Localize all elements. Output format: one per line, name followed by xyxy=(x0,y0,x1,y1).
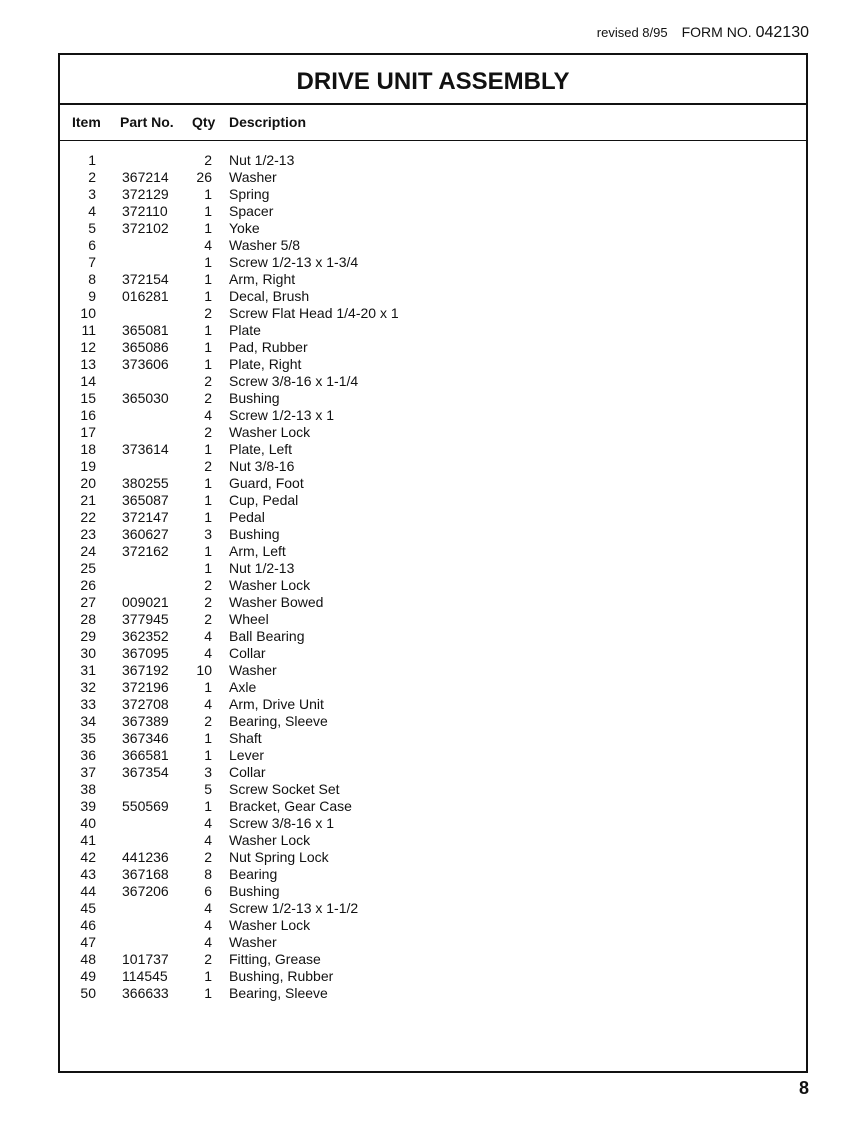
part-description: Arm, Left xyxy=(229,543,286,559)
quantity: 2 xyxy=(204,594,212,610)
part-number: 377945 xyxy=(122,611,169,627)
part-number: 550569 xyxy=(122,798,169,814)
title-bar xyxy=(60,55,806,105)
quantity: 1 xyxy=(204,747,212,763)
part-number: 372196 xyxy=(122,679,169,695)
part-description: Collar xyxy=(229,764,266,780)
part-number: 367389 xyxy=(122,713,169,729)
table-row xyxy=(60,322,806,339)
column-header-description: Description xyxy=(229,114,307,130)
part-number: 372154 xyxy=(122,271,169,287)
table-row xyxy=(60,866,806,883)
part-number: 366633 xyxy=(122,985,169,1001)
item-number: 38 xyxy=(80,781,96,797)
item-number: 49 xyxy=(80,968,96,984)
part-description: Spacer xyxy=(229,203,274,219)
table-row xyxy=(60,611,806,628)
part-number: 009021 xyxy=(122,594,169,610)
form-number: 042130 xyxy=(755,24,809,41)
item-number: 37 xyxy=(80,764,96,780)
quantity: 2 xyxy=(204,713,212,729)
item-number: 32 xyxy=(80,679,96,695)
table-row xyxy=(60,203,806,220)
table-row xyxy=(60,475,806,492)
part-description: Washer xyxy=(229,934,277,950)
table-row xyxy=(60,747,806,764)
part-number: 016281 xyxy=(122,288,169,304)
quantity: 3 xyxy=(204,764,212,780)
item-number: 15 xyxy=(80,390,96,406)
item-number: 50 xyxy=(80,985,96,1001)
part-description: Screw 1/2-13 x 1 xyxy=(229,407,335,423)
item-number: 28 xyxy=(80,611,96,627)
part-description: Pad, Rubber xyxy=(229,339,308,355)
item-number: 23 xyxy=(80,526,96,542)
table-row xyxy=(60,730,806,747)
part-description: Bushing, Rubber xyxy=(229,968,334,984)
part-number: 365087 xyxy=(122,492,169,508)
table-row xyxy=(60,560,806,577)
part-number: 367095 xyxy=(122,645,169,661)
part-number: 367206 xyxy=(122,883,169,899)
part-description: Ball Bearing xyxy=(229,628,305,644)
quantity: 4 xyxy=(204,900,212,916)
part-description: Cup, Pedal xyxy=(229,492,299,508)
quantity: 1 xyxy=(204,985,212,1001)
table-row xyxy=(60,441,806,458)
part-number: 367168 xyxy=(122,866,169,882)
part-description: Shaft xyxy=(229,730,262,746)
item-number: 21 xyxy=(80,492,96,508)
part-description: Washer xyxy=(229,662,277,678)
item-number: 24 xyxy=(80,543,96,559)
table-row xyxy=(60,390,806,407)
part-description: Guard, Foot xyxy=(229,475,304,491)
table-header xyxy=(60,105,806,141)
table-row xyxy=(60,645,806,662)
quantity: 2 xyxy=(204,611,212,627)
quantity: 4 xyxy=(204,832,212,848)
quantity: 1 xyxy=(204,254,212,270)
quantity: 4 xyxy=(204,407,212,423)
parts-table-body xyxy=(60,152,806,1002)
part-description: Bearing xyxy=(229,866,278,882)
quantity: 1 xyxy=(204,543,212,559)
form-header xyxy=(597,24,809,44)
item-number: 18 xyxy=(80,441,96,457)
quantity: 4 xyxy=(204,645,212,661)
part-description: Arm, Right xyxy=(229,271,296,287)
table-row xyxy=(60,288,806,305)
table-row xyxy=(60,237,806,254)
part-number: 441236 xyxy=(122,849,169,865)
part-number: 367354 xyxy=(122,764,169,780)
page-number: 8 xyxy=(798,1078,809,1098)
table-row xyxy=(60,254,806,271)
part-description: Nut 1/2-13 xyxy=(229,560,295,576)
table-row xyxy=(60,152,806,169)
table-row xyxy=(60,526,806,543)
quantity: 2 xyxy=(204,390,212,406)
part-description: Screw Socket Set xyxy=(229,781,340,797)
part-description: Nut Spring Lock xyxy=(229,849,329,865)
item-number: 8 xyxy=(88,271,96,287)
quantity: 3 xyxy=(204,526,212,542)
item-number: 33 xyxy=(80,696,96,712)
part-description: Bearing, Sleeve xyxy=(229,985,328,1001)
revision-date: revised 8/95 xyxy=(596,25,668,40)
parts-list-frame xyxy=(58,53,808,1073)
table-row xyxy=(60,458,806,475)
part-description: Bearing, Sleeve xyxy=(229,713,328,729)
table-row xyxy=(60,339,806,356)
part-description: Screw 1/2-13 x 1-3/4 xyxy=(229,254,359,270)
item-number: 40 xyxy=(80,815,96,831)
table-row xyxy=(60,832,806,849)
part-number: 114545 xyxy=(122,968,168,984)
item-number: 34 xyxy=(80,713,96,729)
table-row xyxy=(60,373,806,390)
part-number: 365081 xyxy=(122,322,169,338)
item-number: 19 xyxy=(80,458,96,474)
quantity: 2 xyxy=(204,849,212,865)
table-row xyxy=(60,951,806,968)
quantity: 8 xyxy=(204,866,212,882)
quantity: 1 xyxy=(204,730,212,746)
quantity: 1 xyxy=(204,288,212,304)
quantity: 5 xyxy=(204,781,212,797)
quantity: 1 xyxy=(204,186,212,202)
part-number: 101737 xyxy=(122,951,169,967)
quantity: 2 xyxy=(204,951,212,967)
quantity: 1 xyxy=(204,798,212,814)
quantity: 2 xyxy=(204,577,212,593)
quantity: 1 xyxy=(204,203,212,219)
part-description: Washer Lock xyxy=(229,424,311,440)
item-number: 14 xyxy=(80,373,96,389)
item-number: 31 xyxy=(80,662,96,678)
quantity: 6 xyxy=(204,883,212,899)
item-number: 48 xyxy=(80,951,96,967)
item-number: 42 xyxy=(80,849,96,865)
quantity: 1 xyxy=(204,322,212,338)
quantity: 4 xyxy=(204,917,212,933)
item-number: 22 xyxy=(80,509,96,525)
table-row xyxy=(60,900,806,917)
part-number: 362352 xyxy=(122,628,169,644)
part-number: 366581 xyxy=(122,747,169,763)
item-number: 39 xyxy=(80,798,96,814)
column-header-item: Item xyxy=(72,114,101,130)
quantity: 1 xyxy=(204,492,212,508)
item-number: 17 xyxy=(80,424,96,440)
part-description: Lever xyxy=(229,747,265,763)
quantity: 1 xyxy=(204,271,212,287)
table-row xyxy=(60,968,806,985)
quantity: 4 xyxy=(204,815,212,831)
table-row xyxy=(60,492,806,509)
part-description: Wheel xyxy=(229,611,269,627)
table-row xyxy=(60,849,806,866)
part-description: Washer Lock xyxy=(229,917,311,933)
part-number: 372102 xyxy=(122,220,169,236)
quantity: 1 xyxy=(204,356,212,372)
column-header-part-no: Part No. xyxy=(120,114,174,130)
part-description: Fitting, Grease xyxy=(229,951,321,967)
item-number: 10 xyxy=(80,305,96,321)
item-number: 44 xyxy=(80,883,96,899)
item-number: 11 xyxy=(81,322,96,338)
part-description: Bushing xyxy=(229,526,280,542)
part-description: Screw Flat Head 1/4-20 x 1 xyxy=(229,305,399,321)
quantity: 26 xyxy=(196,169,212,185)
part-number: 373614 xyxy=(122,441,169,457)
table-row xyxy=(60,509,806,526)
part-description: Plate, Right xyxy=(229,356,302,372)
item-number: 35 xyxy=(80,730,96,746)
item-number: 12 xyxy=(80,339,96,355)
part-description: Washer Lock xyxy=(229,832,311,848)
table-row xyxy=(60,917,806,934)
table-row xyxy=(60,594,806,611)
part-description: Pedal xyxy=(229,509,265,525)
quantity: 1 xyxy=(204,339,212,355)
part-description: Bushing xyxy=(229,390,280,406)
quantity: 2 xyxy=(204,152,212,168)
item-number: 36 xyxy=(80,747,96,763)
table-row xyxy=(60,781,806,798)
part-description: Washer Bowed xyxy=(229,594,324,610)
item-number: 16 xyxy=(80,407,96,423)
item-number: 26 xyxy=(80,577,96,593)
table-row xyxy=(60,220,806,237)
part-description: Screw 3/8-16 x 1 xyxy=(229,815,335,831)
table-row xyxy=(60,424,806,441)
quantity: 1 xyxy=(204,509,212,525)
item-number: 4 xyxy=(88,203,96,219)
part-number: 367192 xyxy=(122,662,169,678)
item-number: 29 xyxy=(80,628,96,644)
table-row xyxy=(60,356,806,373)
table-row xyxy=(60,543,806,560)
quantity: 4 xyxy=(204,696,212,712)
item-number: 13 xyxy=(80,356,96,372)
part-number: 367346 xyxy=(122,730,169,746)
quantity: 1 xyxy=(204,968,212,984)
part-description: Plate, Left xyxy=(229,441,293,457)
item-number: 30 xyxy=(80,645,96,661)
item-number: 7 xyxy=(88,254,96,270)
part-description: Spring xyxy=(229,186,270,202)
item-number: 3 xyxy=(88,186,96,202)
part-description: Screw 3/8-16 x 1-1/4 xyxy=(229,373,359,389)
item-number: 47 xyxy=(80,934,96,950)
item-number: 45 xyxy=(80,900,96,916)
quantity: 2 xyxy=(204,373,212,389)
part-number: 380255 xyxy=(122,475,169,491)
table-row xyxy=(60,662,806,679)
quantity: 2 xyxy=(204,424,212,440)
quantity: 4 xyxy=(204,628,212,644)
part-number: 365086 xyxy=(122,339,169,355)
table-row xyxy=(60,934,806,951)
quantity: 2 xyxy=(204,305,212,321)
part-description: Decal, Brush xyxy=(229,288,310,304)
table-row xyxy=(60,985,806,1002)
quantity: 1 xyxy=(204,475,212,491)
quantity: 4 xyxy=(204,237,212,253)
part-number: 372708 xyxy=(122,696,169,712)
part-description: Washer 5/8 xyxy=(229,237,301,253)
item-number: 9 xyxy=(88,288,96,304)
quantity: 10 xyxy=(196,662,212,678)
part-description: Collar xyxy=(229,645,266,661)
quantity: 1 xyxy=(204,560,212,576)
item-number: 6 xyxy=(88,237,96,253)
table-row xyxy=(60,764,806,781)
part-description: Washer xyxy=(229,169,277,185)
part-number: 372110 xyxy=(122,203,168,219)
part-description: Bushing xyxy=(229,883,280,899)
item-number: 2 xyxy=(88,169,96,185)
part-number: 373606 xyxy=(122,356,169,372)
table-row xyxy=(60,169,806,186)
table-row xyxy=(60,696,806,713)
table-row xyxy=(60,679,806,696)
item-number: 20 xyxy=(80,475,96,491)
table-row xyxy=(60,305,806,322)
table-row xyxy=(60,407,806,424)
table-row xyxy=(60,271,806,288)
part-description: Arm, Drive Unit xyxy=(229,696,324,712)
part-description: Bracket, Gear Case xyxy=(229,798,352,814)
part-description: Yoke xyxy=(229,220,260,236)
quantity: 4 xyxy=(204,934,212,950)
part-description: Screw 1/2-13 x 1-1/2 xyxy=(229,900,359,916)
quantity: 1 xyxy=(204,220,212,236)
part-number: 372147 xyxy=(122,509,169,525)
table-row xyxy=(60,577,806,594)
table-row xyxy=(60,713,806,730)
table-row xyxy=(60,815,806,832)
part-description: Nut 3/8-16 xyxy=(229,458,295,474)
item-number: 41 xyxy=(80,832,96,848)
quantity: 1 xyxy=(204,679,212,695)
form-number-label: FORM NO. xyxy=(681,24,752,40)
part-description: Axle xyxy=(229,679,257,695)
part-number: 372162 xyxy=(122,543,169,559)
table-row xyxy=(60,628,806,645)
column-header-qty: Qty xyxy=(192,114,216,130)
quantity: 2 xyxy=(204,458,212,474)
item-number: 27 xyxy=(80,594,96,610)
part-number: 365030 xyxy=(122,390,169,406)
part-number: 372129 xyxy=(122,186,169,202)
table-row xyxy=(60,883,806,900)
part-description: Plate xyxy=(229,322,261,338)
item-number: 25 xyxy=(80,560,96,576)
quantity: 1 xyxy=(204,441,212,457)
part-description: Washer Lock xyxy=(229,577,311,593)
item-number: 43 xyxy=(80,866,96,882)
part-description: Nut 1/2-13 xyxy=(229,152,295,168)
item-number: 1 xyxy=(88,152,96,168)
item-number: 46 xyxy=(80,917,96,933)
part-number: 360627 xyxy=(122,526,169,542)
item-number: 5 xyxy=(88,220,96,236)
part-number: 367214 xyxy=(122,169,169,185)
table-row xyxy=(60,798,806,815)
table-row xyxy=(60,186,806,203)
page-title: DRIVE UNIT ASSEMBLY xyxy=(296,68,570,95)
